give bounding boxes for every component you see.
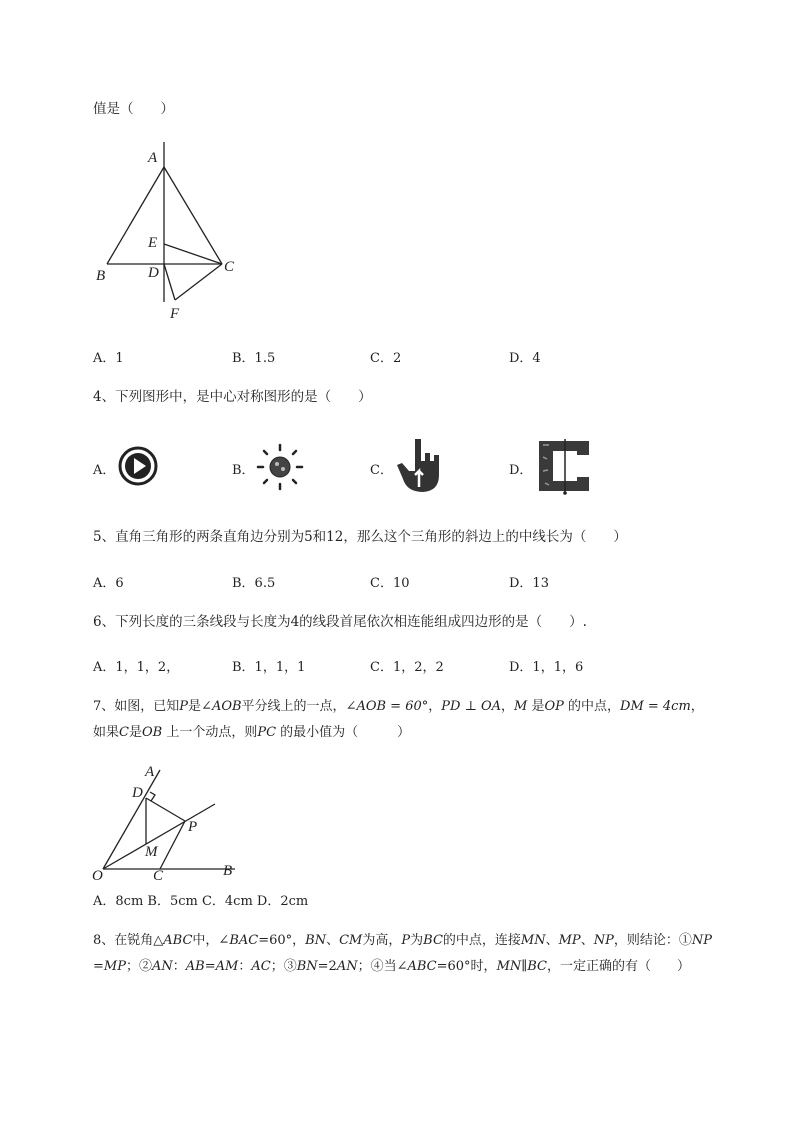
q3-label-c: C	[224, 259, 235, 275]
q5-option-d[interactable]: D．13	[509, 576, 549, 591]
q4-option-a-letter: A．	[93, 463, 116, 478]
q5-option-a[interactable]: A．6	[93, 576, 124, 591]
q8-text: ；④当∠	[357, 959, 408, 974]
q7-angle-aob-value: ∠AOB = 60°	[345, 699, 429, 714]
q8-var-np: NP	[691, 933, 712, 948]
q8-var-mp: MP	[103, 959, 126, 974]
q3-segment-cf	[175, 264, 222, 300]
q8-var-bn: BN	[296, 959, 318, 974]
q8-text: 为高，	[362, 933, 402, 948]
q6-option-a[interactable]: A．1，1，2，	[93, 660, 180, 675]
q7-figure	[90, 762, 250, 882]
q6-stem: 6、下列长度的三条线段与长度为4的线段首尾依次相连能组成四边形的是（ ）.	[93, 614, 587, 630]
q7-label-p: P	[188, 819, 198, 835]
q8-var-ab: AB	[185, 959, 205, 974]
q8-text: ：	[172, 959, 186, 974]
q8-var-cm: CM	[339, 933, 363, 948]
q5-option-c[interactable]: C．10	[370, 576, 410, 591]
q6-option-c[interactable]: C．1，2，2	[370, 660, 444, 675]
sun-icon	[255, 442, 305, 492]
q3-option-b[interactable]: B．1.5	[232, 351, 276, 366]
q7-label-m: M	[145, 844, 158, 860]
q7-var-m: M	[514, 699, 528, 714]
q8-text: 、	[580, 933, 594, 948]
letter-c-logo-icon	[533, 437, 595, 495]
q7-right-angle-mark	[150, 792, 155, 801]
q4-option-d-letter: D．	[509, 463, 533, 478]
q3-segment-ec	[164, 244, 222, 264]
q4-option-d[interactable]	[509, 459, 532, 478]
q7-var-c: C	[119, 725, 129, 740]
q8-text: 、	[326, 933, 340, 948]
q8-var-mn: MN	[520, 933, 546, 948]
q3-label-e: E	[148, 235, 158, 251]
q8-text: =2	[317, 959, 337, 974]
q8-text: 中，∠	[192, 933, 230, 948]
q3-label-b: B	[96, 268, 106, 284]
q7-stem-line2	[93, 724, 410, 742]
q7-label-a: A	[145, 764, 155, 780]
q7-text: 的最小值为（ ）	[276, 725, 411, 740]
hand-icon	[393, 435, 449, 495]
q3-option-c[interactable]: C．2	[370, 351, 402, 366]
q7-text: 是	[527, 699, 545, 714]
q7-var-ob: OB	[141, 725, 163, 740]
q7-text: 上一个动点，则	[162, 725, 258, 740]
q7-text: 如果	[93, 725, 120, 740]
q8-var-ac: AC	[251, 959, 271, 974]
q8-text: ，一定正确的有（ ）	[547, 959, 691, 974]
q5-stem: 5、直角三角形的两条直角边分别为5和12，那么这个三角形的斜边上的中线长为（ ）	[93, 529, 627, 545]
q7-text: 的中点，	[563, 699, 621, 714]
q7-label-c: C	[153, 868, 164, 882]
q7-var-p: P	[179, 699, 189, 714]
q3-label-f: F	[170, 306, 180, 320]
q8-var-bc: BC	[423, 933, 443, 948]
q6-option-d[interactable]: D．1，1，6	[509, 660, 584, 675]
q7-var-op: OP	[544, 699, 564, 714]
q7-stem-line1	[93, 698, 704, 716]
q4-stem: 4、下列图形中，是中心对称图形的是（ ）	[93, 389, 372, 405]
q3-label-a: A	[148, 150, 158, 166]
q8-var-an: AN	[336, 959, 358, 974]
q8-text: ，则结论：①	[613, 933, 692, 948]
q7-text: 是	[128, 725, 142, 740]
q3-stem-tail: 值是（ ）	[93, 101, 174, 117]
q7-segment-dp	[146, 798, 185, 821]
q3-segment-ac	[164, 167, 222, 264]
q8-var-p: P	[401, 933, 411, 948]
q5-option-b[interactable]: B．6.5	[232, 576, 276, 591]
q7-var-pc: PC	[257, 725, 277, 740]
q7-text: 是	[188, 699, 202, 714]
q7-text: ，	[690, 699, 704, 714]
q7-label-d: D	[132, 785, 143, 801]
q7-options[interactable]: A．8cm B．5cm C．4cm D．2cm	[93, 894, 309, 909]
q7-text: ，	[501, 699, 515, 714]
q8-text: =60°，	[258, 933, 306, 948]
q8-text: ：	[238, 959, 252, 974]
q7-label-o: O	[92, 868, 103, 882]
q3-label-d: D	[148, 265, 159, 281]
q8-var-np: NP	[593, 933, 614, 948]
q8-text: 8、在锐角△	[93, 933, 164, 948]
q4-option-b-letter: B．	[232, 463, 255, 478]
q3-segment-df	[164, 264, 175, 300]
q8-var-bac: BAC	[229, 933, 259, 948]
q8-var-mp: MP	[558, 933, 581, 948]
q8-text: ；③	[270, 959, 297, 974]
q7-angle-aob: ∠AOB	[201, 699, 242, 714]
q7-text: ，	[428, 699, 442, 714]
q4-option-c[interactable]	[370, 459, 393, 478]
q8-var-bn: BN	[305, 933, 327, 948]
q8-text: =60°时，	[436, 959, 497, 974]
q7-label-b: B	[223, 863, 233, 879]
q8-var-abc: ABC	[407, 959, 437, 974]
q4-option-a[interactable]	[93, 459, 115, 478]
q8-var-am: AM	[215, 959, 239, 974]
q8-stem-line2	[93, 958, 690, 976]
q4-option-b[interactable]	[232, 459, 255, 478]
q8-text: ；②	[125, 959, 152, 974]
q8-text: =	[204, 959, 216, 974]
q8-text: =	[93, 959, 104, 974]
q8-text: 的中点，连接	[442, 933, 521, 948]
q4-option-c-letter: C．	[370, 463, 393, 478]
q7-text: 平分线上的一点，	[241, 699, 346, 714]
q8-stem-line1	[93, 932, 712, 950]
q6-option-b[interactable]: B．1，1，1	[232, 660, 306, 675]
q8-text: 、	[545, 933, 559, 948]
q8-var-abc: ABC	[163, 933, 193, 948]
q8-var-an: AN	[151, 959, 173, 974]
q8-text: 为	[410, 933, 424, 948]
q3-option-a[interactable]: A．1	[93, 351, 124, 366]
play-button-icon	[118, 446, 158, 486]
q7-text: 7、如图，已知	[93, 699, 180, 714]
q3-figure	[90, 140, 250, 320]
q7-perp-pd-oa: PD ⊥ OA	[441, 699, 501, 714]
q7-ray-op	[103, 804, 215, 869]
q3-option-d[interactable]: D．4	[509, 351, 541, 366]
q8-parallel-mn-bc: MN∥BC	[496, 959, 547, 974]
q7-dm-length: DM = 4cm	[620, 699, 691, 714]
